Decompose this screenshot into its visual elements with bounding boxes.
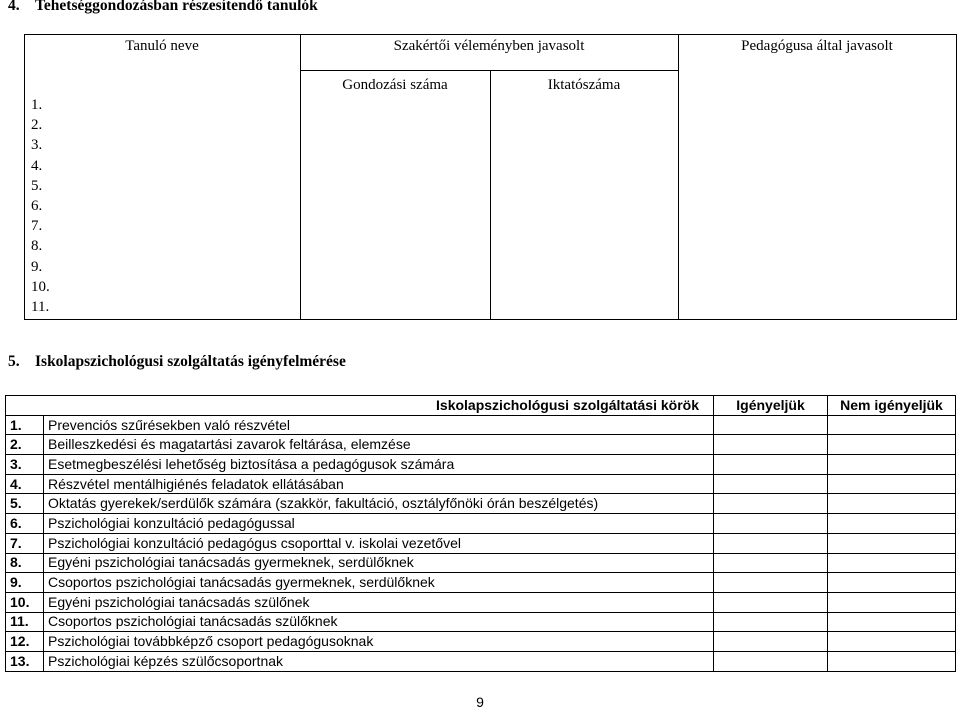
requested-cell[interactable] xyxy=(714,494,828,514)
not-requested-cell[interactable] xyxy=(828,592,956,612)
table-row: 11. xyxy=(31,299,50,316)
column-divider xyxy=(490,70,491,320)
service-name: Pszichológiai konzultáció pedagógus csoporttal v. iskolai vezetővel xyxy=(44,533,714,553)
row-number: 2. xyxy=(6,435,44,455)
table-row xyxy=(6,592,956,612)
service-name: Prevenciós szűrésekben való részvétel xyxy=(44,415,714,435)
table-row: 5. xyxy=(31,177,43,194)
table-row: 6. xyxy=(31,198,43,215)
service-name: Csoportos pszichológiai tanácsadás szülőknek xyxy=(44,612,714,632)
row-number: 4. xyxy=(6,474,44,494)
not-requested-cell[interactable] xyxy=(828,553,956,573)
service-name: Csoportos pszichológiai tanácsadás gyermeknek, serdülőknek xyxy=(44,573,714,593)
not-requested-cell[interactable] xyxy=(828,651,956,671)
table-row xyxy=(6,632,956,652)
requested-cell[interactable] xyxy=(714,651,828,671)
not-requested-cell[interactable] xyxy=(828,474,956,494)
requested-cell[interactable] xyxy=(714,612,828,632)
requested-cell[interactable] xyxy=(714,553,828,573)
table-header-row xyxy=(6,396,956,416)
header-teacher-recommended: Pedagógusa által javasolt xyxy=(741,38,893,54)
subheader-registry-number: Iktatószáma xyxy=(547,77,621,93)
row-number: 5. xyxy=(6,494,44,514)
gifted-students-table xyxy=(24,34,957,320)
service-name: Egyéni pszichológiai tanácsadás gyermeknek, serdülőknek xyxy=(44,553,714,573)
requested-cell[interactable] xyxy=(714,435,828,455)
section-4-number: 4. xyxy=(8,0,20,14)
section-4-heading xyxy=(8,0,318,15)
row-number: 3. xyxy=(6,455,44,475)
requested-cell[interactable] xyxy=(714,514,828,534)
requested-cell[interactable] xyxy=(714,592,828,612)
service-name: Egyéni pszichológiai tanácsadás szülőnek xyxy=(44,592,714,612)
not-requested-cell[interactable] xyxy=(828,573,956,593)
table-row: 3. xyxy=(31,137,43,154)
page-number: 9 xyxy=(476,694,484,710)
header-not-requested: Nem igényeljük xyxy=(828,396,956,416)
not-requested-cell[interactable] xyxy=(828,514,956,534)
not-requested-cell[interactable] xyxy=(828,455,956,475)
section-5-title: Iskolapszichológusi szolgáltatás igényfelmérése xyxy=(35,353,346,370)
section-5-heading xyxy=(8,353,346,371)
row-number: 1. xyxy=(6,415,44,435)
table-row: 1. xyxy=(31,97,43,113)
table-row: 10. xyxy=(31,278,50,295)
requested-cell[interactable] xyxy=(714,455,828,475)
requested-cell[interactable] xyxy=(714,632,828,652)
table-row xyxy=(6,494,956,514)
section-5-number: 5. xyxy=(8,353,20,370)
service-name: Oktatás gyerekek/serdülők számára (szakkör, fakultáció, osztályfőnöki órán beszélgetés) xyxy=(44,494,714,514)
table-row xyxy=(6,435,956,455)
table-row xyxy=(6,573,956,593)
table-row xyxy=(6,415,956,435)
requested-cell[interactable] xyxy=(714,474,828,494)
service-name: Beilleszkedési és magatartási zavarok feltárása, elemzése xyxy=(44,435,714,455)
column-divider xyxy=(678,34,679,320)
subheader-care-number: Gondozási száma xyxy=(342,77,448,93)
service-name: Esetmegbeszélési lehetőség biztosítása a pedagógusok számára xyxy=(44,455,714,475)
table-row xyxy=(6,455,956,475)
row-number: 8. xyxy=(6,553,44,573)
table-row: 4. xyxy=(31,157,43,174)
table-row xyxy=(6,474,956,494)
service-name: Pszichológiai továbbképző csoport pedagógusoknak xyxy=(44,632,714,652)
service-name: Pszichológiai képzés szülőcsoportnak xyxy=(44,651,714,671)
table-row: 8. xyxy=(31,238,43,255)
row-number: 7. xyxy=(6,533,44,553)
not-requested-cell[interactable] xyxy=(828,415,956,435)
row-number: 13. xyxy=(6,651,44,671)
requested-cell[interactable] xyxy=(714,533,828,553)
table-row xyxy=(6,612,956,632)
requested-cell[interactable] xyxy=(714,573,828,593)
not-requested-cell[interactable] xyxy=(828,612,956,632)
service-name: Pszichológiai konzultáció pedagógussal xyxy=(44,514,714,534)
not-requested-cell[interactable] xyxy=(828,435,956,455)
row-number: 12. xyxy=(6,632,44,652)
service-name: Részvétel mentálhigiénés feladatok ellátásában xyxy=(44,474,714,494)
student-row-numbers xyxy=(31,95,50,317)
row-number: 11. xyxy=(6,612,44,632)
header-service-areas: Iskolapszichológusi szolgáltatási körök xyxy=(6,396,714,416)
not-requested-cell[interactable] xyxy=(828,533,956,553)
header-student-name: Tanuló neve xyxy=(125,38,199,54)
section-4-title: Tehetséggondozásban részesítendő tanulók xyxy=(35,0,318,14)
row-number: 6. xyxy=(6,514,44,534)
not-requested-cell[interactable] xyxy=(828,494,956,514)
table-row: 2. xyxy=(31,117,43,134)
header-requested: Igényeljük xyxy=(714,396,828,416)
table-row xyxy=(6,651,956,671)
table-row: 7. xyxy=(31,218,43,235)
not-requested-cell[interactable] xyxy=(828,632,956,652)
psychology-services-table xyxy=(5,395,956,672)
header-expert-recommended: Szakértői véleményben javasolt xyxy=(393,38,585,54)
table-row xyxy=(6,514,956,534)
table-row xyxy=(6,553,956,573)
requested-cell[interactable] xyxy=(714,415,828,435)
table-row: 9. xyxy=(31,258,43,275)
row-number: 10. xyxy=(6,592,44,612)
row-number: 9. xyxy=(6,573,44,593)
table-row xyxy=(6,533,956,553)
